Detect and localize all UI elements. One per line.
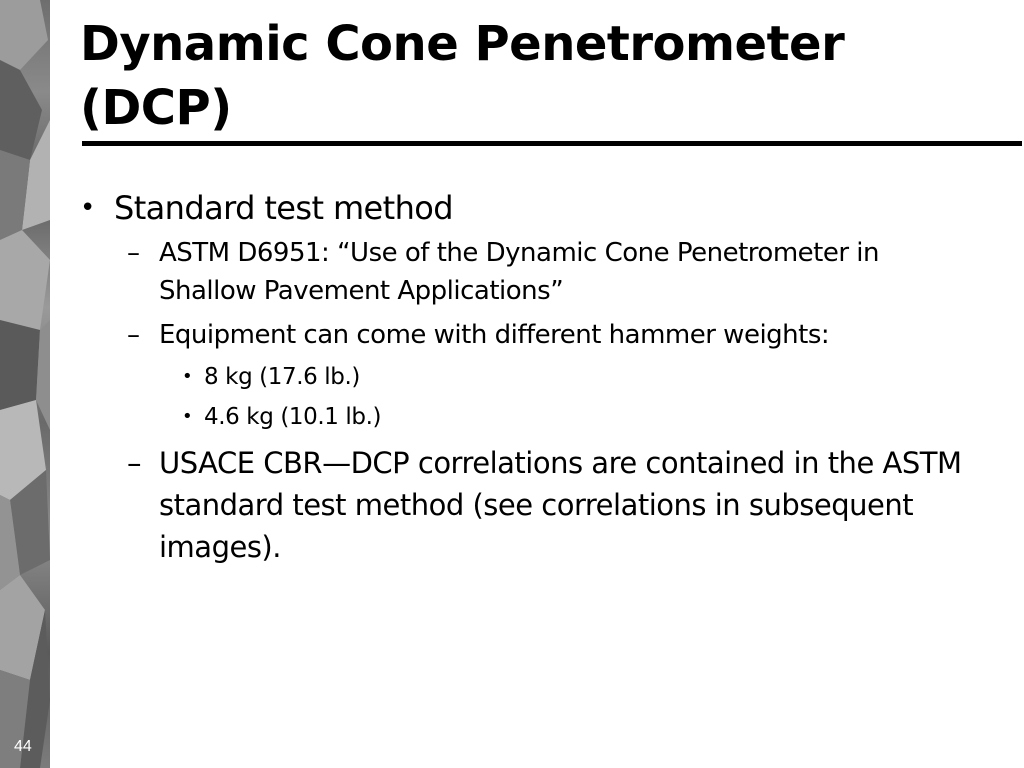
subbullet-text: USACE CBR—DCP correlations are contained in the ASTM standard test method (see correlations in subsequent images). — [159, 446, 962, 564]
subsubbullet-8kg — [80, 360, 980, 394]
subbullet-text: ASTM D6951: “Use of the Dynamic Cone Penetrometer in Shallow Pavement Applications” — [159, 238, 879, 306]
subsubbullet-text: 4.6 kg (10.1 lb.) — [204, 404, 382, 430]
bullet-marker: • — [182, 366, 193, 387]
subbullet-text: Equipment can come with different hammer weights: — [159, 320, 830, 350]
dash-marker: – — [127, 320, 140, 350]
dash-marker: – — [127, 446, 141, 480]
subsubbullet-text: 8 kg (17.6 lb.) — [204, 364, 360, 390]
dash-marker: – — [127, 238, 140, 268]
subbullet-usace-correlations — [80, 442, 980, 568]
subbullet-hammer-weights — [80, 316, 980, 354]
subsubbullet-4-6kg — [80, 400, 980, 434]
slide-title: Dynamic Cone Penetrometer (DCP) — [80, 16, 845, 136]
slide-number: 44 — [14, 738, 32, 755]
bullet-marker: • — [182, 406, 193, 427]
stone-texture-decoration — [0, 0, 50, 768]
title-underline — [82, 141, 1022, 146]
slide-content — [80, 186, 980, 574]
bullet-standard-test-method — [80, 186, 980, 230]
subbullet-astm-d6951 — [80, 234, 980, 310]
bullet-marker: • — [80, 193, 95, 223]
bullet-text: Standard test method — [114, 189, 453, 227]
stone-texture-graphic — [0, 0, 50, 768]
